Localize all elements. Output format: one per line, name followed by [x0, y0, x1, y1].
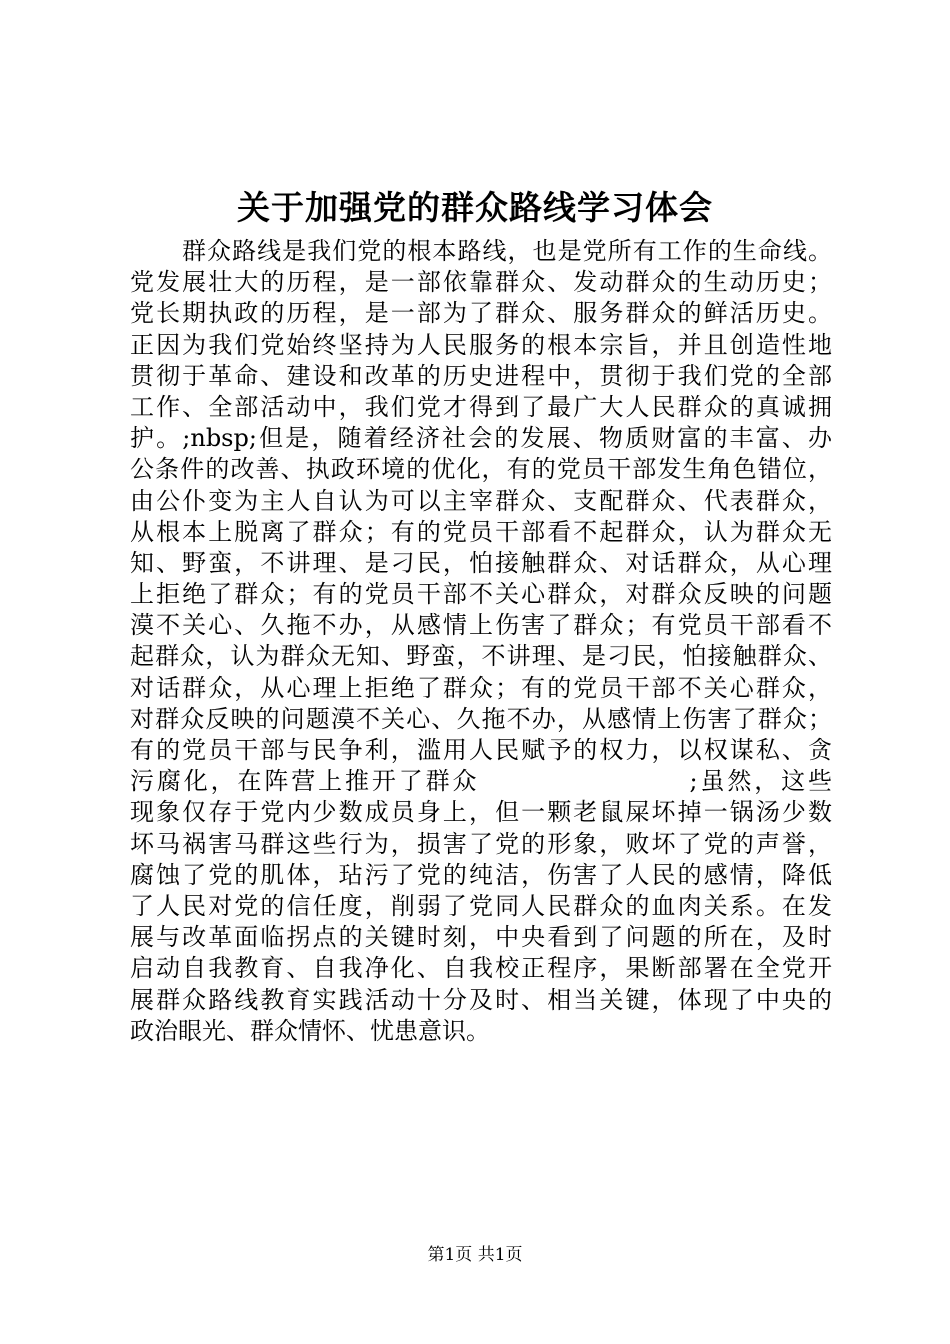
text-line: 对话群众，从心理上拒绝了群众；有的党员干部不关心群众， [130, 673, 832, 702]
page-footer: 第1页 共1页 [427, 1245, 523, 1265]
text-line: 对群众反映的问题漠不关心、久拖不办，从感情上伤害了群众； [130, 704, 832, 733]
text-line: 党长期执政的历程，是一部为了群众、服务群众的鲜活历史。 [130, 299, 832, 328]
page-title: 关于加强党的群众路线学习体会 [237, 188, 713, 227]
text-line: 展群众路线教育实践活动十分及时、相当关键，体现了中央的 [130, 985, 832, 1014]
text-line: 有的党员干部与民争利，滥用人民赋予的权力，以权谋私、贪 [130, 736, 832, 764]
text-line: 腐蚀了党的肌体，玷污了党的纯洁，伤害了人民的感情，降低 [130, 860, 832, 889]
article-body [130, 236, 832, 1047]
text-line: 了人民对党的信任度，削弱了党同人民群众的血肉关系。在发 [130, 891, 832, 920]
text-line: 护。;nbsp;但是，随着经济社会的发展、物质财富的丰富、办 [130, 424, 832, 453]
text-line: 公条件的改善、执政环境的优化，有的党员干部发生角色错位， [130, 455, 832, 484]
text-line: 现象仅存于党内少数成员身上，但一颗老鼠屎坏掉一锅汤少数 [130, 798, 832, 827]
text-line: 展与改革面临拐点的关键时刻，中央看到了问题的所在，及时 [130, 923, 832, 952]
text-line: 工作、全部活动中，我们党才得到了最广大人民群众的真诚拥 [130, 392, 832, 421]
text-line: 启动自我教育、自我净化、自我校正程序，果断部署在全党开 [130, 954, 832, 983]
text-line: 坏马祸害马群这些行为，损害了党的形象，败坏了党的声誉， [130, 829, 832, 858]
text-line: 漠不关心、久拖不办，从感情上伤害了群众；有党员干部看不 [130, 611, 832, 640]
text-line: 党发展壮大的历程，是一部依靠群众、发动群众的生动历史； [130, 268, 832, 297]
text-line: 正因为我们党始终坚持为人民服务的根本宗旨，并且创造性地 [130, 330, 832, 359]
text-line: 上拒绝了群众；有的党员干部不关心群众，对群众反映的问题 [130, 580, 832, 609]
text-line: 政治眼光、群众情怀、忧患意识。 [130, 1016, 490, 1045]
text-line: 污腐化，在阵营上推开了群众 ;虽然，这些 [130, 767, 832, 796]
text-line: 知、野蛮，不讲理、是刁民，怕接触群众、对话群众，从心理 [130, 548, 832, 577]
text-line: 由公仆变为主人自认为可以主宰群众、支配群众、代表群众， [130, 486, 832, 515]
text-line: 从根本上脱离了群众；有的党员干部看不起群众，认为群众无 [130, 517, 832, 546]
text-line: 群众路线是我们党的根本路线，也是党所有工作的生命线。 [182, 237, 832, 265]
text-line: 起群众，认为群众无知、野蛮，不讲理、是刁民，怕接触群众、 [130, 642, 832, 671]
text-line: 贯彻于革命、建设和改革的历史进程中，贯彻于我们党的全部 [130, 361, 832, 390]
